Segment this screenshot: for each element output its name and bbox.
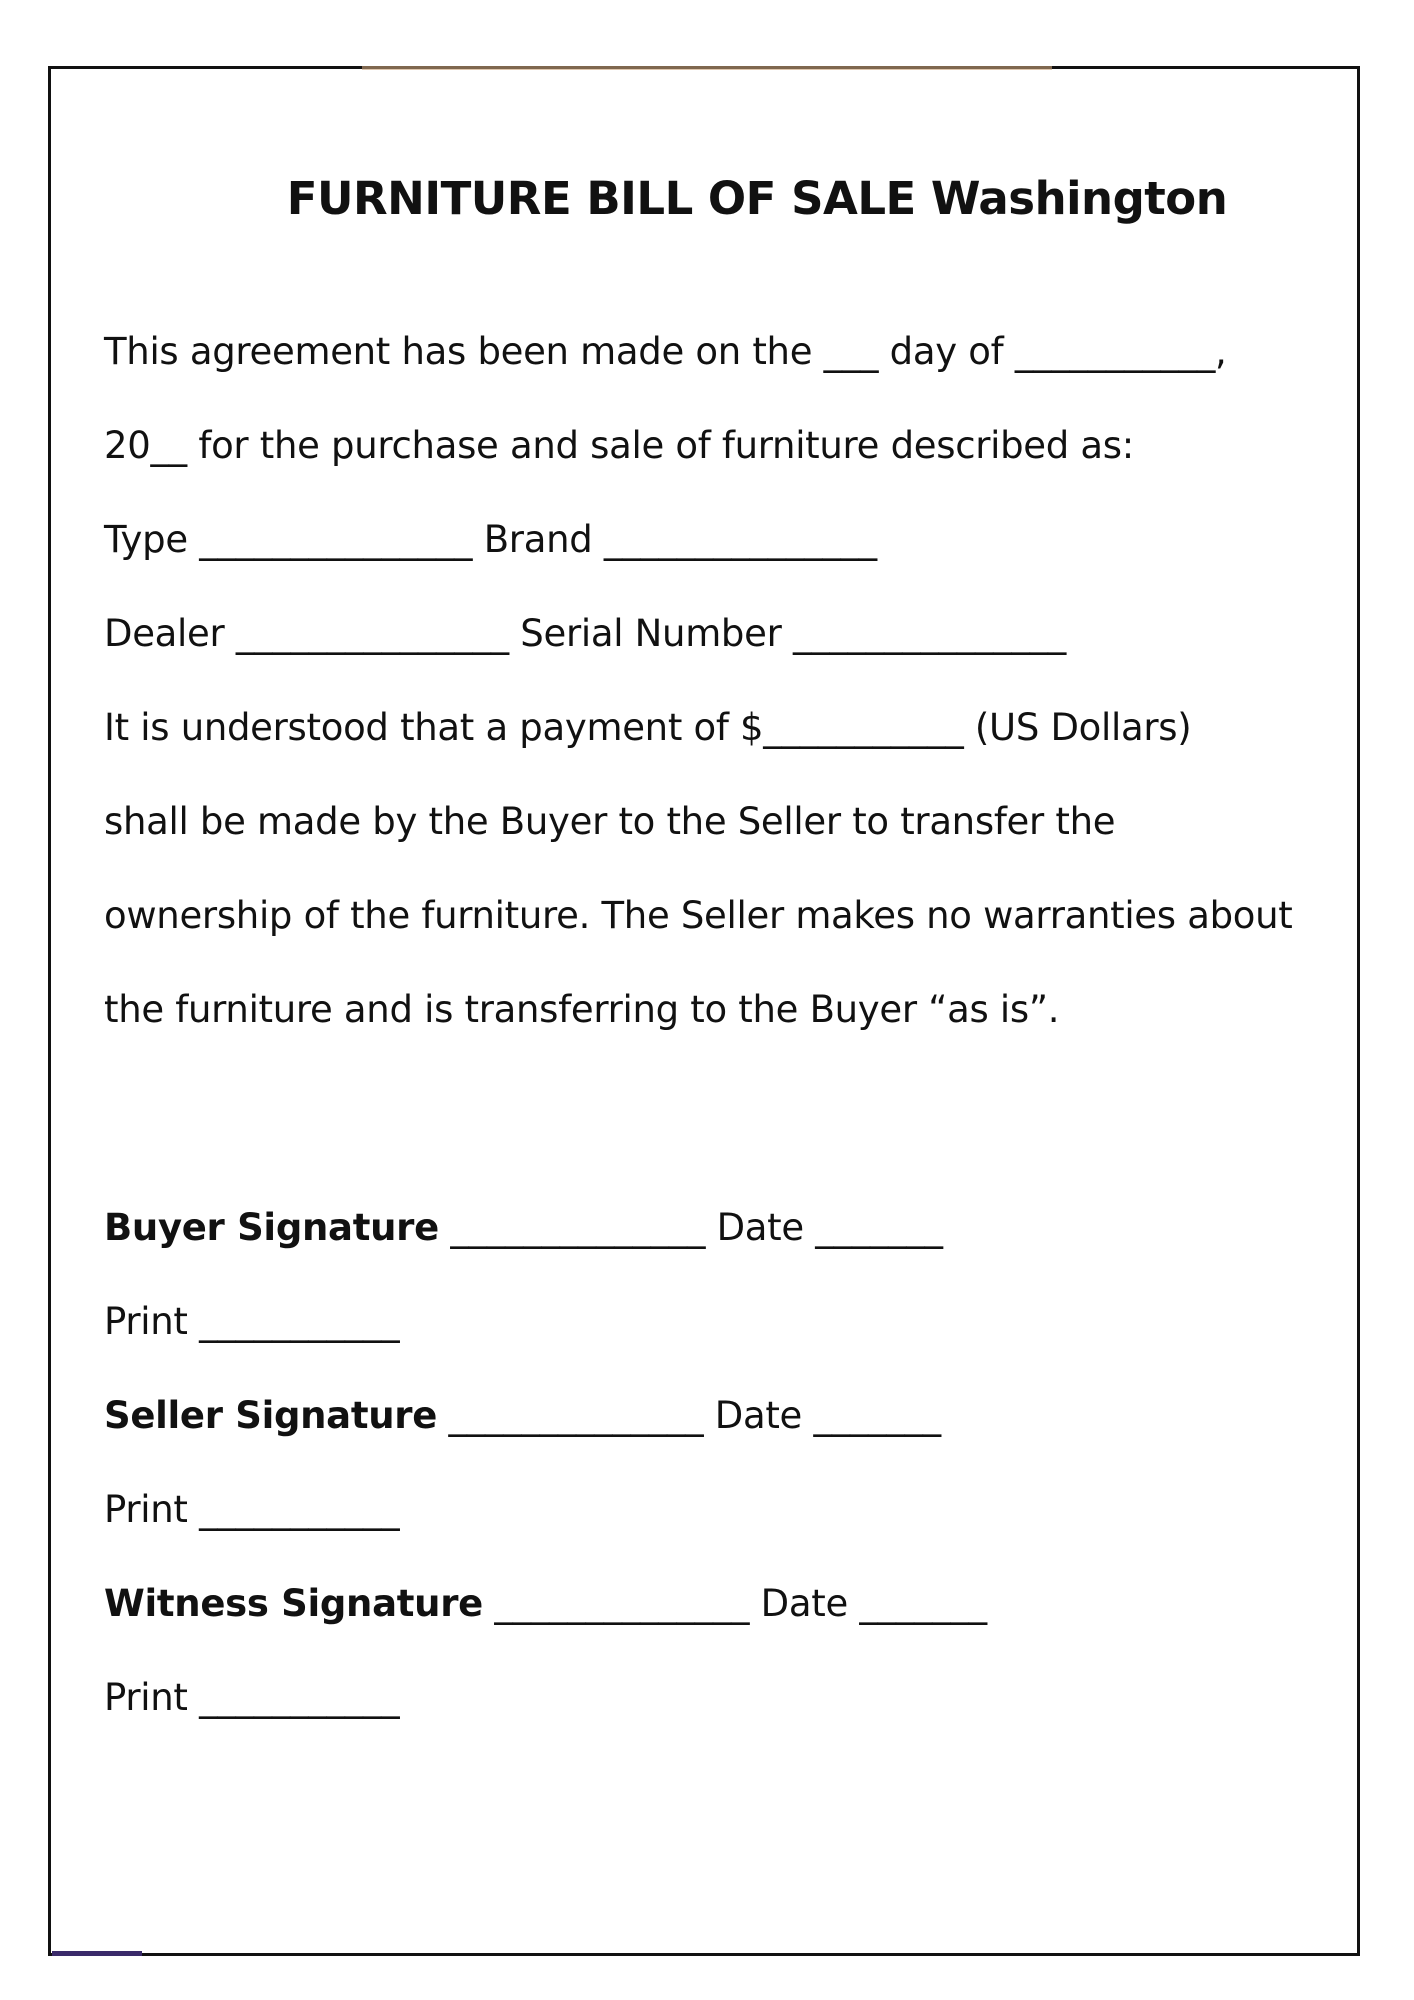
page-title: FURNITURE BILL OF SALE Washington: [286, 172, 1228, 225]
payment-line: It is understood that a payment of $___________ (US Dollars): [104, 706, 1192, 749]
dealer-serial-line: Dealer _______________ Serial Number _______________: [104, 612, 1066, 655]
type-brand-line: Type _______________ Brand _______________: [104, 518, 877, 561]
frame-accent-top: [362, 66, 1052, 70]
seller-signature-date-line: ______________ Date _______: [437, 1394, 941, 1437]
seller-signature-row: [104, 1394, 941, 1438]
buyer-print-line: Print ___________: [104, 1300, 400, 1343]
witness-signature-label: Witness Signature: [104, 1582, 483, 1625]
agreement-line-1: This agreement has been made on the ___ day of ___________,: [104, 330, 1227, 373]
witness-print-line: Print ___________: [104, 1676, 400, 1719]
seller-print-line: Print ___________: [104, 1488, 400, 1531]
seller-signature-label: Seller Signature: [104, 1394, 438, 1437]
witness-signature-row: [104, 1582, 987, 1626]
buyer-signature-date-line: ______________ Date _______: [438, 1206, 943, 1249]
agreement-line-8: the furniture and is transferring to the Buyer “as is”.: [104, 988, 1060, 1031]
agreement-line-6: shall be made by the Buyer to the Seller to transfer the: [104, 800, 1116, 843]
agreement-line-2: 20__ for the purchase and sale of furniture described as:: [104, 424, 1134, 467]
witness-signature-date-line: ______________ Date _______: [482, 1582, 987, 1625]
buyer-signature-row: [104, 1206, 943, 1250]
agreement-line-7: ownership of the furniture. The Seller makes no warranties about: [104, 894, 1293, 937]
frame-accent-bottom: [52, 1951, 142, 1956]
buyer-signature-label: Buyer Signature: [104, 1206, 439, 1249]
